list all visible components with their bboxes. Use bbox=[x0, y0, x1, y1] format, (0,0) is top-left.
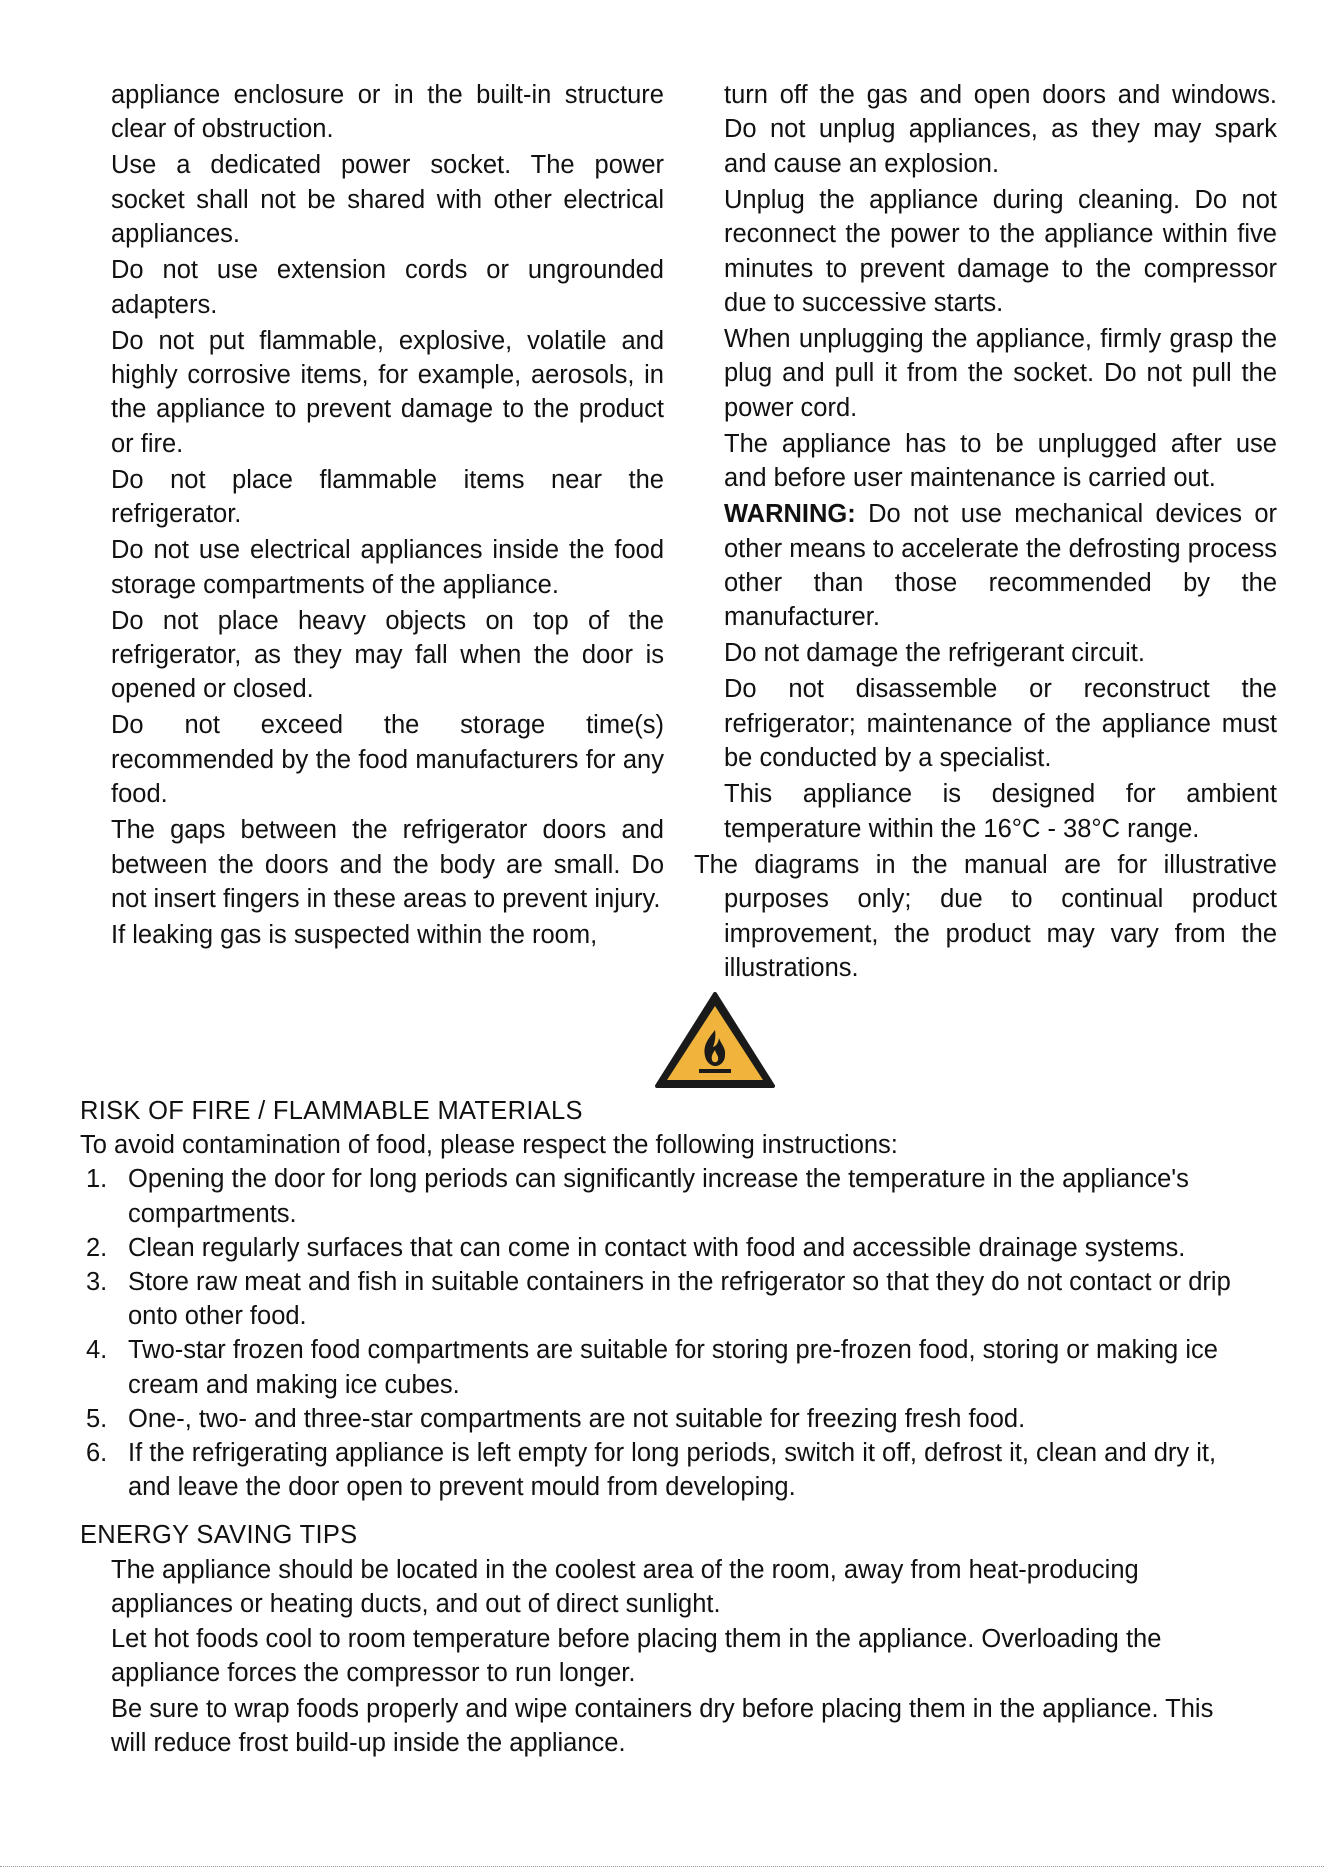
list-item bbox=[80, 1402, 1250, 1436]
safety-paragraph: This appliance is designed for ambient temperature within the 16°C - 38°C range. bbox=[724, 780, 1277, 843]
safety-paragraph: Do not place flammable items near the refrigerator. bbox=[111, 465, 664, 529]
list-item-text: If the refrigerating appliance is left empty for long periods, switch it off, defrost it, clean and dry it, and leave the door open to prevent mould from developing. bbox=[128, 1439, 1217, 1502]
two-column-safety-text bbox=[0, 78, 1324, 982]
safety-paragraph: Do not damage the refrigerant circuit. bbox=[724, 639, 1145, 668]
safety-paragraph: If leaking gas is suspected within the room, bbox=[111, 921, 598, 950]
list-number: 3. bbox=[86, 1268, 108, 1297]
food-safety-list bbox=[80, 1162, 1250, 1504]
warning-paragraph bbox=[724, 497, 1277, 635]
left-column bbox=[111, 78, 664, 954]
safety-paragraph: Do not disassemble or reconstruct the refrigerator; maintenance of the appliance must be conducted by a specialist. bbox=[724, 675, 1277, 773]
energy-tip: Be sure to wrap foods properly and wipe containers dry before placing them in the appliance. This will reduce frost build-up inside the appliance. bbox=[111, 1694, 1214, 1758]
safety-paragraph: turn off the gas and open doors and windows. Do not unplug appliances, as they may spark and cause an explosion. bbox=[724, 81, 1277, 178]
fire-section-heading: RISK OF FIRE / FLAMMABLE MATERIALS bbox=[80, 1097, 583, 1125]
list-item-text: Opening the door for long periods can significantly increase the temperature in the appliance's compartments. bbox=[128, 1165, 1189, 1228]
list-number: 5. bbox=[86, 1404, 108, 1433]
safety-paragraph: Do not put flammable, explosive, volatile and highly corrosive items, for example, aerosols, in the appliance to prevent damage to the product or fire. bbox=[111, 326, 664, 458]
safety-paragraph: The gaps between the refrigerator doors and between the doors and the body are small. Do not insert fingers in these areas to prevent injury. bbox=[111, 816, 664, 914]
list-item-text: Two-star frozen food compartments are suitable for storing pre-frozen food, storing or making ice cream and making ice cubes. bbox=[128, 1336, 1218, 1399]
warning-label: WARNING: bbox=[724, 500, 856, 529]
safety-paragraph: Unplug the appliance during cleaning. Do not reconnect the power to the appliance within five minutes to prevent damage to the compressor due to successive starts. bbox=[724, 185, 1277, 318]
list-number: 6. bbox=[86, 1439, 108, 1468]
safety-paragraph: appliance enclosure or in the built-in structure clear of obstruction. bbox=[111, 81, 664, 144]
list-item bbox=[80, 1231, 1250, 1265]
list-number: 4. bbox=[86, 1336, 108, 1365]
list-item bbox=[80, 1265, 1250, 1333]
energy-section-heading: ENERGY SAVING TIPS bbox=[80, 1521, 358, 1550]
page-bottom-divider bbox=[0, 1866, 1324, 1867]
safety-paragraph: Do not exceed the storage time(s) recommended by the food manufacturers for any food. bbox=[111, 711, 664, 809]
list-item-text: One-, two- and three-star compartments are not suitable for freezing fresh food. bbox=[128, 1404, 1026, 1433]
list-item-text: Clean regularly surfaces that can come in contact with food and accessible drainage systems. bbox=[128, 1233, 1186, 1262]
list-item bbox=[80, 1333, 1250, 1401]
fire-and-energy-sections bbox=[80, 1094, 1250, 1761]
warning-text: Do not use mechanical devices or other means to accelerate the defrosting process other than those recommended by the manufacturer. bbox=[724, 500, 1277, 632]
energy-tip: Let hot foods cool to room temperature before placing them in the appliance. Overloading the appliance forces the compressor to run longer. bbox=[111, 1625, 1162, 1688]
safety-paragraph: Do not use extension cords or ungrounded adapters. bbox=[111, 256, 664, 319]
safety-paragraph: The diagrams in the manual are for illustrative purposes only; due to continual product improvement, the product may vary from the illustrations. bbox=[694, 850, 1277, 982]
list-number: 1. bbox=[86, 1165, 108, 1194]
right-column bbox=[694, 78, 1277, 987]
fire-section-intro: To avoid contamination of food, please respect the following instructions: bbox=[80, 1131, 898, 1160]
safety-paragraph: Do not place heavy objects on top of the refrigerator, as they may fall when the door is opened or closed. bbox=[111, 606, 664, 704]
safety-paragraph: When unplugging the appliance, firmly grasp the plug and pull it from the socket. Do not pull the power cord. bbox=[724, 325, 1277, 422]
safety-paragraph: The appliance has to be unplugged after use and before user maintenance is carried out. bbox=[724, 429, 1277, 493]
list-number: 2. bbox=[86, 1233, 108, 1262]
energy-tip: The appliance should be located in the coolest area of the room, away from heat-producing appliances or heating ducts, and out of direct sunlight. bbox=[111, 1555, 1139, 1618]
energy-section bbox=[80, 1518, 1250, 1760]
list-item-text: Store raw meat and fish in suitable containers in the refrigerator so that they do not contact or drip onto other food. bbox=[128, 1268, 1231, 1331]
flammable-warning-icon bbox=[653, 990, 777, 1090]
safety-paragraph: Use a dedicated power socket. The power socket shall not be shared with other electrical appliances. bbox=[111, 151, 664, 249]
list-item bbox=[80, 1162, 1250, 1230]
list-item bbox=[80, 1436, 1250, 1504]
safety-paragraph: Do not use electrical appliances inside the food storage compartments of the appliance. bbox=[111, 536, 664, 599]
